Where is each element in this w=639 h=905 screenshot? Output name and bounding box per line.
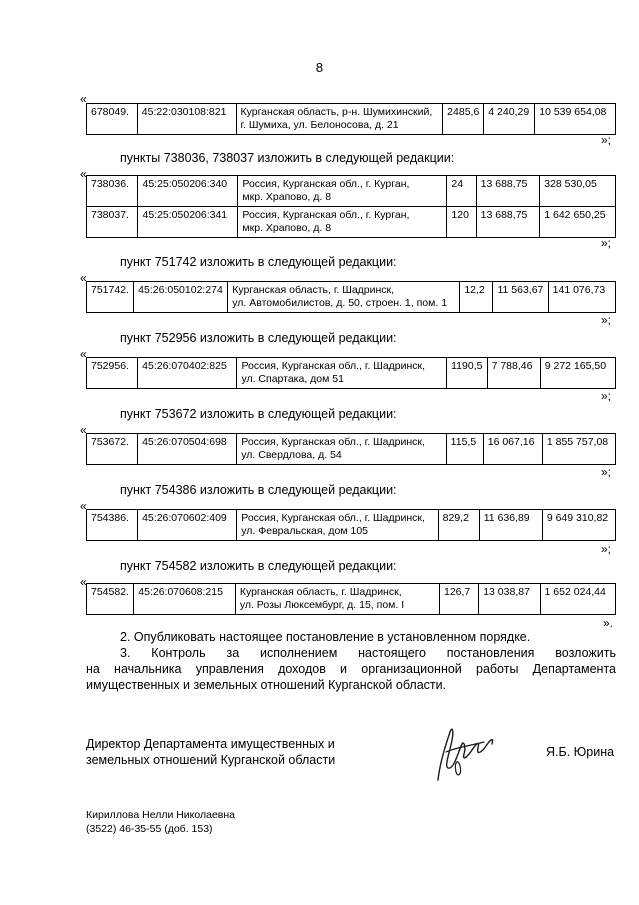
total-value: 328 530,05 — [540, 176, 616, 207]
area: 126,7 — [439, 584, 478, 615]
unit-price: 7 788,46 — [487, 358, 540, 389]
amendment-table — [86, 357, 616, 389]
amendment-table — [86, 509, 616, 541]
open-quote: « — [80, 423, 87, 437]
paragraph-control-line: на начальника управления доходов и организационной работы Департамента — [86, 662, 616, 676]
unit-price: 11 563,67 — [493, 282, 548, 313]
total-value: 1 855 757,08 — [542, 434, 615, 465]
cadastral-number: 45:26:070602:409 — [138, 510, 237, 541]
total-value: 141 076,73 — [548, 282, 615, 313]
amendment-heading: пункт 751742 изложить в следующей редакции: — [120, 255, 397, 269]
unit-price: 13 688,75 — [476, 176, 540, 207]
close-quote: »; — [601, 236, 612, 250]
table-row — [87, 282, 616, 313]
area: 120 — [447, 207, 476, 238]
area: 829,2 — [438, 510, 479, 541]
address: Россия, Курганская обл., г. Шадринск, ул. Свердлова, д. 54 — [237, 434, 446, 465]
table-row — [87, 510, 616, 541]
row-number: 754582. — [87, 584, 134, 615]
total-value: 10 539 654,08 — [535, 104, 616, 135]
amendment-table — [86, 103, 616, 135]
area: 115,5 — [446, 434, 483, 465]
cadastral-number: 45:26:070402:825 — [138, 358, 237, 389]
area: 1190,5 — [447, 358, 487, 389]
signer-title: Директор Департамента имущественных и земельных отношений Курганской области — [86, 737, 336, 767]
row-number: 751742. — [87, 282, 134, 313]
address: Россия, Курганская обл., г. Курган, мкр. Храпово, д. 8 — [238, 176, 447, 207]
close-quote-final: ». — [603, 616, 614, 630]
amendment-table — [86, 433, 616, 465]
unit-price: 13 038,87 — [479, 584, 540, 615]
total-value: 9 649 310,82 — [542, 510, 615, 541]
cadastral-number: 45:25:050206:341 — [138, 207, 238, 238]
amendment-table — [86, 583, 616, 615]
unit-price: 4 240,29 — [484, 104, 535, 135]
total-value: 1 642 650,25 — [540, 207, 616, 238]
row-number: 754386. — [87, 510, 138, 541]
handwritten-signature — [428, 722, 504, 784]
area: 2485,6 — [443, 104, 484, 135]
table-row — [87, 207, 616, 238]
address: Россия, Курганская обл., г. Курган, мкр. Храпово, д. 8 — [238, 207, 447, 238]
page-number: 8 — [315, 60, 324, 75]
address: Курганская область, г. Шадринск, ул. Розы Люксембург, д. 15, пом. I — [235, 584, 439, 615]
row-number: 738037. — [87, 207, 138, 238]
table-row — [87, 584, 616, 615]
address: Россия, Курганская обл., г. Шадринск, ул. Спартака, дом 51 — [237, 358, 447, 389]
amendment-heading: пункт 752956 изложить в следующей редакции: — [120, 331, 397, 345]
row-number: 752956. — [87, 358, 138, 389]
executor-name: Кириллова Нелли Николаевна — [86, 809, 236, 821]
open-quote: « — [80, 271, 87, 285]
total-value: 9 272 165,50 — [540, 358, 615, 389]
close-quote: »; — [601, 542, 612, 556]
unit-price: 13 688,75 — [476, 207, 540, 238]
cadastral-number: 45:26:070608:215 — [134, 584, 236, 615]
open-quote: « — [80, 575, 87, 589]
open-quote: « — [80, 499, 87, 513]
close-quote: »; — [601, 465, 612, 479]
signer-name: Я.Б. Юрина — [546, 745, 615, 759]
amendment-table — [86, 281, 616, 313]
row-number: 738036. — [87, 176, 138, 207]
table-row — [87, 176, 616, 207]
amendment-heading: пункт 754386 изложить в следующей редакции: — [120, 483, 397, 497]
address: Курганская область, р-н. Шумихинский, г. Шумиха, ул. Белоносова, д. 21 — [236, 104, 443, 135]
row-number: 678049. — [87, 104, 138, 135]
table-row — [87, 104, 616, 135]
address: Россия, Курганская обл., г. Шадринск, ул. Февральская, дом 105 — [237, 510, 438, 541]
address: Курганская область, г. Шадринск, ул. Автомобилистов, д. 50, строен. 1, пом. 1 — [228, 282, 460, 313]
open-quote: « — [80, 167, 87, 181]
table-row — [87, 434, 616, 465]
executor-info — [86, 808, 235, 836]
close-quote: »; — [601, 133, 612, 147]
area: 24 — [447, 176, 476, 207]
amendment-heading: пункт 754582 изложить в следующей редакции: — [120, 559, 397, 573]
cadastral-number: 45:25:050206:340 — [138, 176, 238, 207]
unit-price: 11 636,89 — [479, 510, 542, 541]
amendment-table — [86, 175, 616, 238]
cadastral-number: 45:26:050102:274 — [134, 282, 228, 313]
table-row — [87, 358, 616, 389]
row-number: 753672. — [87, 434, 138, 465]
amendment-heading: пункт 753672 изложить в следующей редакции: — [120, 407, 397, 421]
paragraph-publish: 2. Опубликовать настоящее постановление в установленном порядке. — [120, 630, 531, 644]
cadastral-number: 45:22:030108:821 — [137, 104, 236, 135]
total-value: 1 652 024,44 — [540, 584, 615, 615]
close-quote: »; — [601, 313, 612, 327]
paragraph-control-first-line: 3. Контроль за исполнением настоящего постановления возложить — [120, 646, 616, 660]
paragraph-control-line: имущественных и земельных отношений Курганской области. — [86, 678, 447, 692]
amendment-heading: пункты 738036, 738037 изложить в следующей редакции: — [120, 151, 455, 165]
open-quote: « — [80, 347, 87, 361]
open-quote: « — [80, 92, 87, 106]
cadastral-number: 45:26:070504:698 — [138, 434, 237, 465]
area: 12,2 — [460, 282, 493, 313]
executor-phone: (3522) 46-35-55 (доб. 153) — [86, 823, 213, 835]
close-quote: »; — [601, 389, 612, 403]
unit-price: 16 067,16 — [483, 434, 542, 465]
